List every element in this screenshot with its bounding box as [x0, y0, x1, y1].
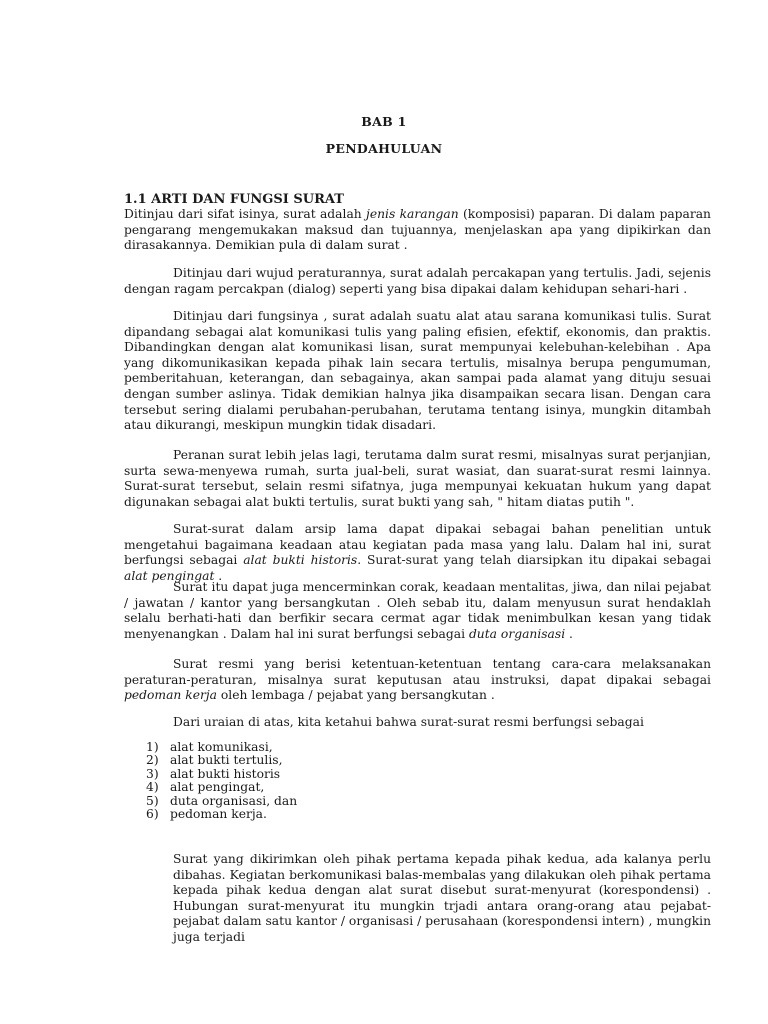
list-item-number: 3) — [146, 766, 159, 781]
paragraph-text: . — [565, 626, 573, 641]
emphasis-text: duta organisasi — [468, 626, 566, 641]
paragraph-text: oleh lembaga / pejabat yang bersangkutan . — [217, 688, 495, 703]
emphasis-text: alat bukti historis — [243, 553, 358, 568]
list-item — [146, 781, 297, 794]
list-item-text: alat pengingat, — [170, 780, 265, 795]
list-item — [146, 741, 297, 754]
paragraph-8 — [124, 715, 711, 731]
list-item-number: 1) — [146, 740, 159, 754]
paragraph-text: Ditinjau dari wujud peraturannya, surat adalah percakapan yang tertulis. Jadi, sejenis dengan ragam percakpan (dialog) seperti yang bisa dipakai dalam kehidupan sehari-hari . — [124, 266, 711, 296]
paragraph-text: . — [214, 568, 223, 583]
list-item-text: duta organisasi, dan — [170, 793, 298, 808]
paragraph-text: Ditinjau dari fungsinya , surat adalah suatu alat atau sarana komunikasi tulis. Surat dipandang sebagai alat komunikasi tulis yang paling efisien, efektif, ekonomis, dan praktis. Dibandingkan dengan alat komunikasi lisan, surat mempunyai kelebuhan-kelebihan . Apa yang dikomunikasikan kepada pihak lain secara tertulis, misalnya berupa pengumuman, pemberitahuan, keterangan, dan sebagainya, akan sampai pada alamat yang dituju sesuai dengan sumber aslinya. Tidak demikian halnya jika disampaikan secara lisan. Dengan cara tersebut sering dialami perubahan-perubahan, terutama tentang isinya, mungkin ditambah atau dikurangi, meskipun mungkin tidak disadari. — [124, 309, 711, 433]
paragraph-2 — [124, 266, 711, 297]
paragraph-3 — [124, 309, 711, 434]
functions-list — [146, 741, 297, 821]
list-item-text: pedoman kerja. — [170, 807, 267, 822]
paragraph-5 — [124, 522, 711, 584]
paragraph-text: Peranan surat lebih jelas lagi, terutama dalm surat resmi, misalnyas surat perjanjian, surta sewa-menyewa rumah, surta jual-beli, surat wasiat, dan suarat-surat resmi lainnya. Surat-surat tersebut, selain resmi sifatnya, juga mempunyai kekuatan hukum yang dapat digunakan sebagai alat bukti tertulis, surat bukti yang sah, " hitam diatas putih ". — [124, 448, 711, 509]
list-item-text: alat komunikasi, — [170, 740, 273, 754]
emphasis-text: alat pengingat — [124, 568, 215, 583]
list-item-number: 6) — [146, 807, 159, 822]
paragraph-text: Dari uraian di atas, kita ketahui bahwa surat-surat resmi berfungsi sebagai — [173, 715, 644, 729]
paragraph-text: . Surat-surat yang telah diarsipkan itu dipakai sebagai — [357, 553, 711, 568]
paragraph-6 — [124, 580, 711, 642]
list-item-number: 2) — [146, 753, 159, 768]
paragraph-text: Surat-surat dalam arsip lama dapat dipakai sebagai bahan penelitian untuk mengetahui bagaimana keadaan atau kegiatan pada masa yang lalu. Dalam hal ini, surat berfungsi sebagai — [124, 522, 711, 568]
section-heading: 1.1 ARTI DAN FUNGSI SURAT — [124, 192, 344, 207]
chapter-number: BAB 1 — [361, 114, 407, 129]
emphasis-text: jenis karangan — [366, 207, 459, 221]
list-item-number: 4) — [146, 780, 159, 795]
paragraph-text: Ditinjau dari sifat isinya, surat adalah — [124, 207, 367, 221]
list-item — [146, 768, 297, 781]
paragraph-4 — [124, 448, 711, 510]
paragraph-1 — [124, 207, 711, 254]
paragraph-text: Surat resmi yang berisi ketentuan-ketentuan tentang cara-cara melaksanakan peraturan-peraturan, misalnya surat keputusan atau instruksi, dapat dipakai sebagai — [124, 657, 711, 687]
closing-paragraph — [124, 852, 711, 946]
chapter-title: PENDAHULUAN — [325, 141, 443, 156]
paragraph-text: (komposisi) paparan. Di dalam paparan pengarang mengemukakan maksud dan tujuannya, menjelaskan apa yang dipikirkan dan dirasakannya. Demikian pula di dalam surat . — [124, 207, 711, 253]
paragraph-text: Surat itu dapat juga mencerminkan corak, keadaan mentalitas, jiwa, dan nilai pejabat / jawatan / kantor yang bersangkutan . Oleh sebab itu, dalam menyusun surat hendaklah selalu berhati-hati dan berfikir secara cermat agar tidak menimbulkan kesan yang tidak menyenangkan . Dalam hal ini surat berfungsi sebagai — [124, 580, 711, 641]
list-item — [146, 754, 297, 767]
list-item-text: alat bukti historis — [170, 766, 281, 781]
emphasis-text: pedoman kerja — [124, 688, 217, 703]
list-item — [146, 795, 297, 808]
list-item-text: alat bukti tertulis, — [170, 753, 283, 768]
paragraph-7 — [124, 657, 711, 704]
list-item-number: 5) — [146, 793, 159, 808]
paragraph-text: Surat yang dikirimkan oleh pihak pertama kepada pihak kedua, ada kalanya perlu dibahas. Kegiatan berkomunikasi balas-membalas yang dilakukan oleh pihak pertama kepada pihak kedua dengan alat surat disebut surat-menyurat (korespondensi) . Hubungan surat-menyurat itu mungkin trjadi antara orang-orang atau pejabat-pejabat dalam satu kantor / organisasi / perusahaan (korespondensi intern) , mungkin juga terjadi — [173, 852, 711, 944]
list-item — [146, 808, 297, 821]
